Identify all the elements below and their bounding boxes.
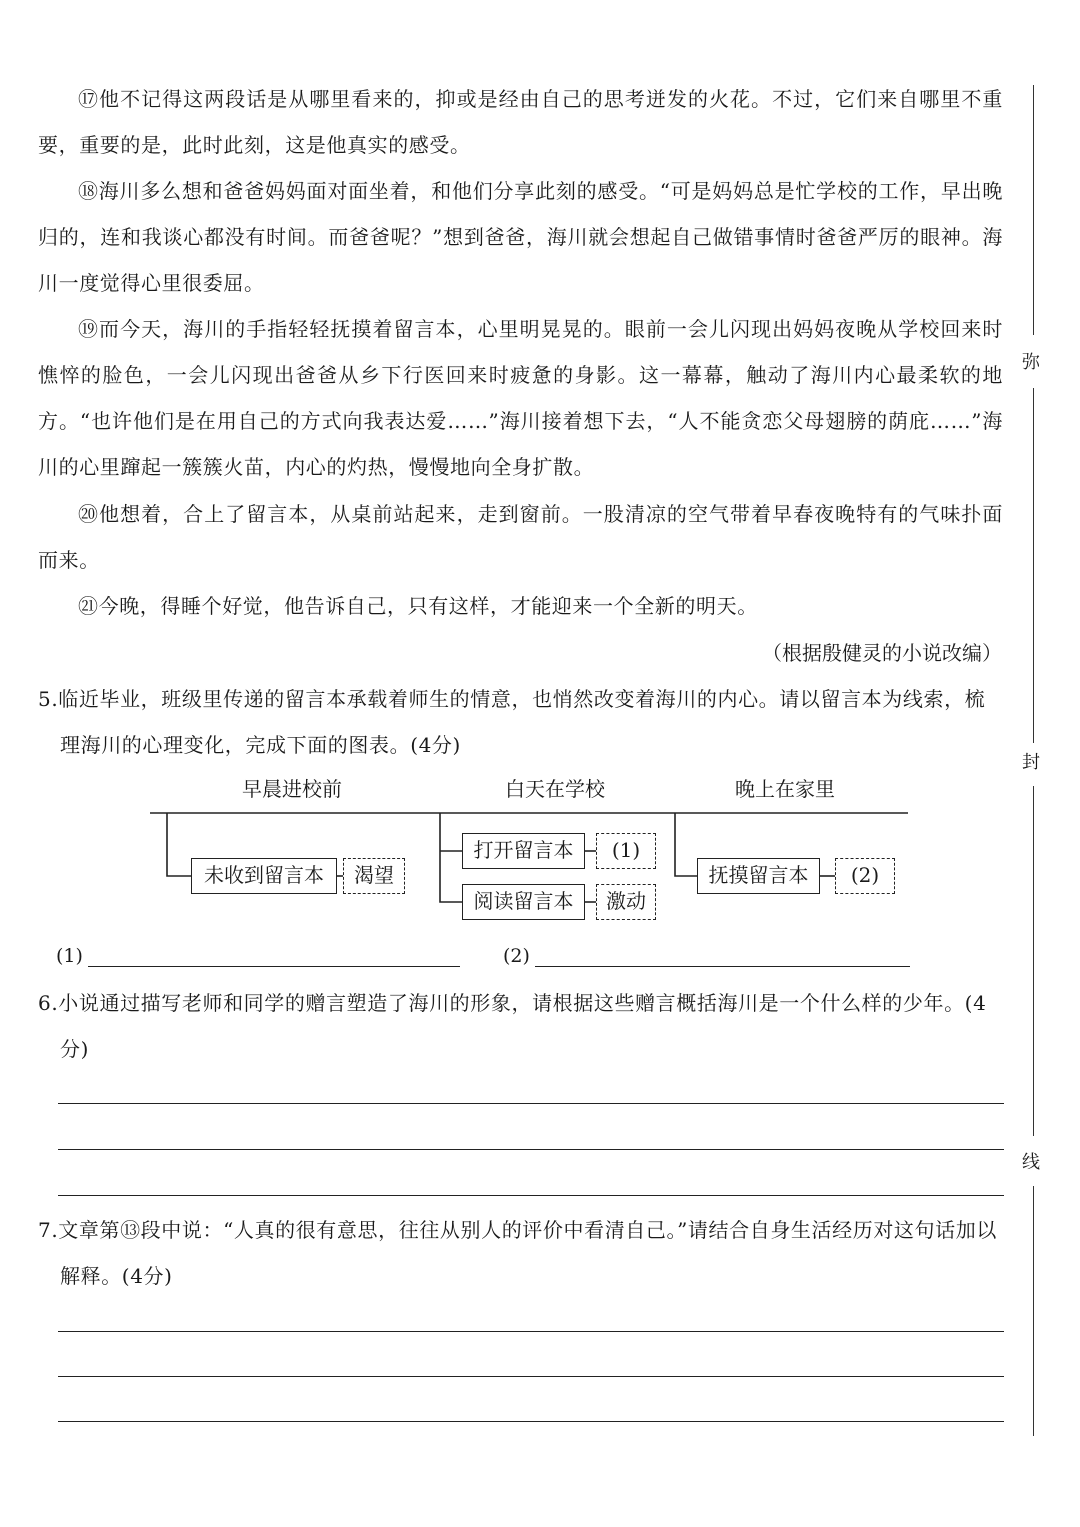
passage-source: （根据殷健灵的小说改编） — [762, 641, 1002, 665]
question-7: 7.文章第⑬段中说：“人真的很有意思，往往从别人的评价中看清自己。”请结合自身生活经历对这句话加以解释。(4分) — [38, 1218, 997, 1288]
binding-char-1: 弥 — [1022, 352, 1040, 373]
stage-home-label: 晚上在家里 — [735, 777, 835, 801]
paragraph-21: ㉑今晚，得睡个好觉，他告诉自己，只有这样，才能迎来一个全新的明天。 — [78, 594, 758, 618]
binding-rule-top — [1033, 85, 1034, 335]
binding-char-3: 线 — [1022, 1152, 1040, 1173]
question-5: 5.临近毕业，班级里传递的留言本承载着师生的情意，也悄然改变着海川的内心。请以留言本为线索，梳理海川的心理变化，完成下面的图表。(4分) — [38, 687, 986, 757]
box-not-received: 未收到留言本 — [191, 858, 337, 894]
binding-rule-lower-middle — [1033, 786, 1034, 1136]
answer-2-line[interactable] — [535, 966, 910, 967]
paragraph-18: ⑱海川多么想和爸爸妈妈面对面坐着，和他们分享此刻的感受。“可是妈妈总是忙学校的工作，早出晚归的，连和我谈心都没有时间。而爸爸呢？”想到爸爸，海川就会想起自己做错事情时爸爸严厉的眼神。海川一度觉得心里很委屈。 — [38, 179, 1003, 295]
box-stroke-message-book: 抚摸留言本 — [697, 858, 820, 894]
paragraph-19: ⑲而今天，海川的手指轻轻抚摸着留言本，心里明晃晃的。眼前一会儿闪现出妈妈夜晚从学校回来时憔悴的脸色，一会儿闪现出爸爸从乡下行医回来时疲惫的身影。这一幕幕，触动了海川内心最柔软的地方。“也许他们是在用自己的方式向我表达爱……”海川接着想下去，“人不能贪恋父母翅膀的荫庇……”海川的心里蹿起一簇簇火苗，内心的灼热，慢慢地向全身扩散。 — [38, 317, 1003, 479]
q6-answer-line-1[interactable] — [58, 1103, 1004, 1104]
answer-2-label: (2) — [503, 945, 530, 967]
binding-char-2: 封 — [1022, 752, 1040, 773]
q7-answer-line-3[interactable] — [58, 1421, 1004, 1422]
feeling-excited: 激动 — [596, 884, 656, 920]
feeling-longing: 渴望 — [343, 858, 405, 894]
q6-answer-line-3[interactable] — [58, 1195, 1004, 1196]
binding-rule-upper-middle — [1033, 388, 1034, 743]
box-open-message-book: 打开留言本 — [462, 833, 585, 869]
q7-answer-line-2[interactable] — [58, 1376, 1004, 1377]
q7-answer-line-1[interactable] — [58, 1331, 1004, 1332]
box-read-message-book: 阅读留言本 — [462, 884, 585, 920]
blank-2-box: (2) — [835, 858, 895, 894]
stage-school-label: 白天在学校 — [505, 777, 605, 801]
stage-morning-label: 早晨进校前 — [242, 777, 342, 801]
answer-1-label: (1) — [56, 945, 83, 967]
paragraph-17: ⑰他不记得这两段话是从哪里看来的，抑或是经由自己的思考迸发的火花。不过，它们来自哪里不重要，重要的是，此时此刻，这是他真实的感受。 — [38, 87, 1003, 157]
binding-rule-bottom — [1033, 1186, 1034, 1436]
paragraph-20: ⑳他想着，合上了留言本，从桌前站起来，走到窗前。一股清凉的空气带着早春夜晚特有的气味扑面而来。 — [38, 502, 1003, 572]
q6-answer-line-2[interactable] — [58, 1149, 1004, 1150]
answer-1-line[interactable] — [88, 966, 460, 967]
blank-1-box: (1) — [596, 833, 656, 869]
question-6: 6.小说通过描写老师和同学的赠言塑造了海川的形象，请根据这些赠言概括海川是一个什么样的少年。(4分) — [38, 991, 987, 1061]
